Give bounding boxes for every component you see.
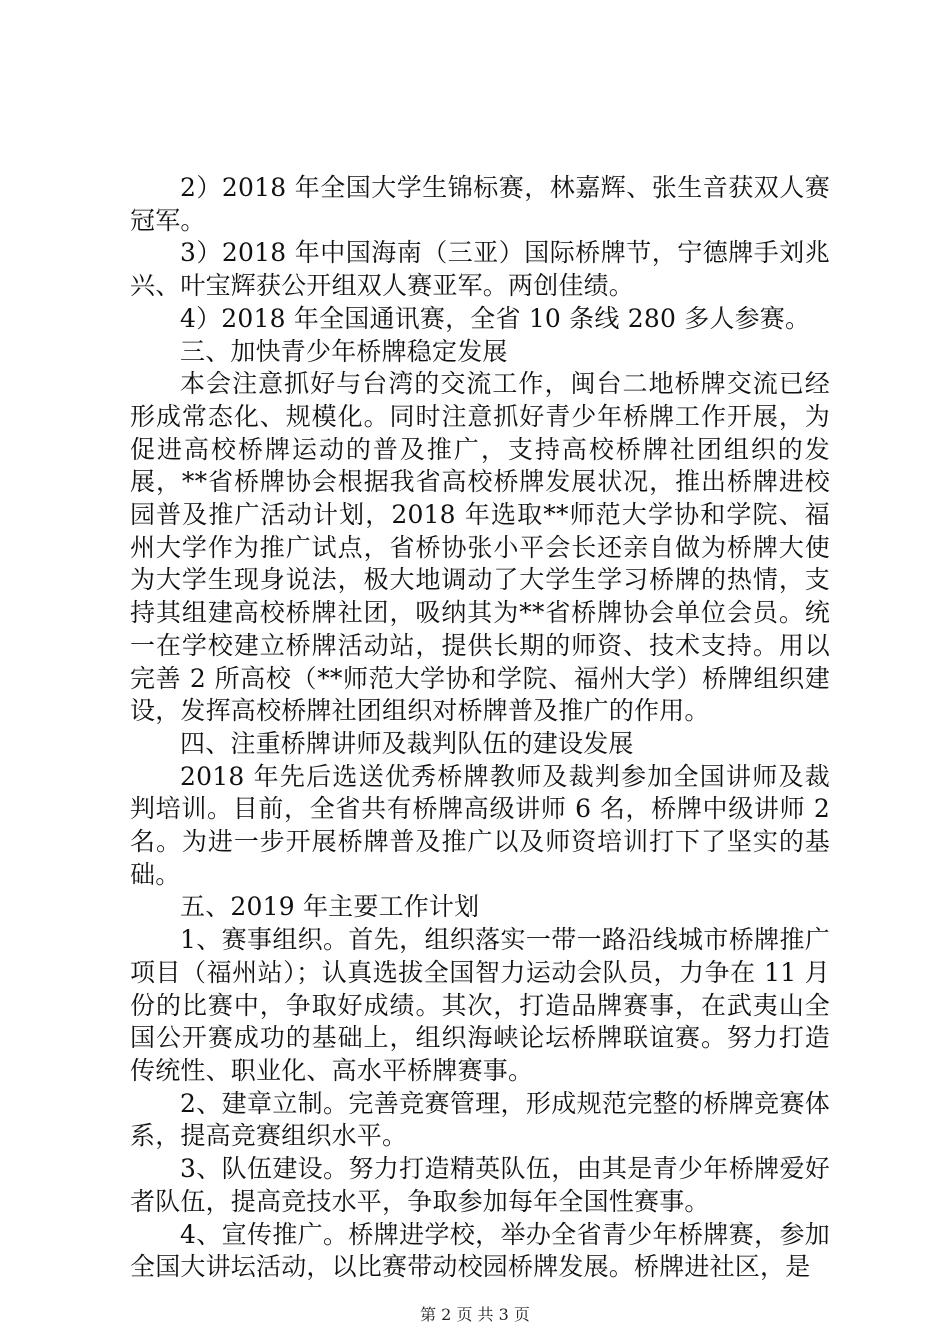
paragraph-1: 2）2018 年全国大学生锦标赛，林嘉辉、张生音获双人赛冠军。: [130, 173, 830, 235]
plan-item-2: 2、建章立制。完善竞赛管理，形成规范完整的桥牌竞赛体系，提高竞赛组织水平。: [130, 1088, 830, 1151]
section-heading-3: 三、加快青少年桥牌稳定发展: [180, 336, 508, 366]
paragraph-4: 本会注意抓好与台湾的交流工作，闽台二地桥牌交流已经形成常态化、规模化。同时注意抓好青少年桥牌工作开展，为促进高校桥牌运动的普及推广，支持高校桥牌社团组织的发展，**省桥牌协会根据我省高校桥牌发展状况，推出桥牌进校园普及推广活动计划，2018 年选取**师范大学协和学院、福州大学作为推广试点，省桥协张小平会长还亲自做为桥牌大使为大学生现身说法，极大地调动了大学生学习桥牌的热情，支持其组建高校桥牌社团，吸纳其为**省桥牌协会单位会员。统一在学校建立桥牌活动站，提供长期的师资、技术支持。用以完善 2 所高校（**师范大学协和学院、福州大学）桥牌组织建设，发挥高校桥牌社团组织对桥牌普及推广的作用。: [130, 369, 830, 726]
paragraph-2: 3）2018 年中国海南（三亚）国际桥牌节，宁德牌手刘兆兴、叶宝辉获公开组双人赛亚军。两创佳绩。: [130, 238, 830, 301]
paragraph-5: 2018 年先后选送优秀桥牌教师及裁判参加全国讲师及裁判培训。目前，全省共有桥牌高级讲师 6 名，桥牌中级讲师 2 名。为进一步开展桥牌普及推广以及师资培训打下了坚实的基础。: [130, 761, 830, 889]
document-body: [130, 172, 830, 1284]
section-heading-4: 四、注重桥牌讲师及裁判队伍的建设发展: [180, 728, 634, 758]
paragraph-3: 4）2018 年全国通讯赛，全省 10 条线 280 多人参赛。: [180, 303, 811, 333]
plan-item-1: 1、赛事组织。首先，组织落实一带一路沿线城市桥牌推广项目（福州站）；认真选拔全国智力运动会队员，力争在 11 月份的比赛中，争取好成绩。其次，打造品牌赛事，在武夷山全国公开赛成功的基础上，组织海峡论坛桥牌联谊赛。努力打造传统性、职业化、高水平桥牌赛事。: [130, 925, 830, 1085]
page-footer: 第 2 页 共 3 页: [420, 1305, 530, 1324]
plan-item-3: 3、队伍建设。努力打造精英队伍，由其是青少年桥牌爱好者队伍，提高竞技水平，争取参加每年全国性赛事。: [130, 1154, 830, 1216]
plan-item-4: 4、宣传推广。桥牌进学校，举办全省青少年桥牌赛，参加全国大讲坛活动，以比赛带动校园桥牌发展。桥牌进社区，是: [130, 1219, 830, 1282]
section-heading-5: 五、2019 年主要工作计划: [180, 892, 480, 922]
